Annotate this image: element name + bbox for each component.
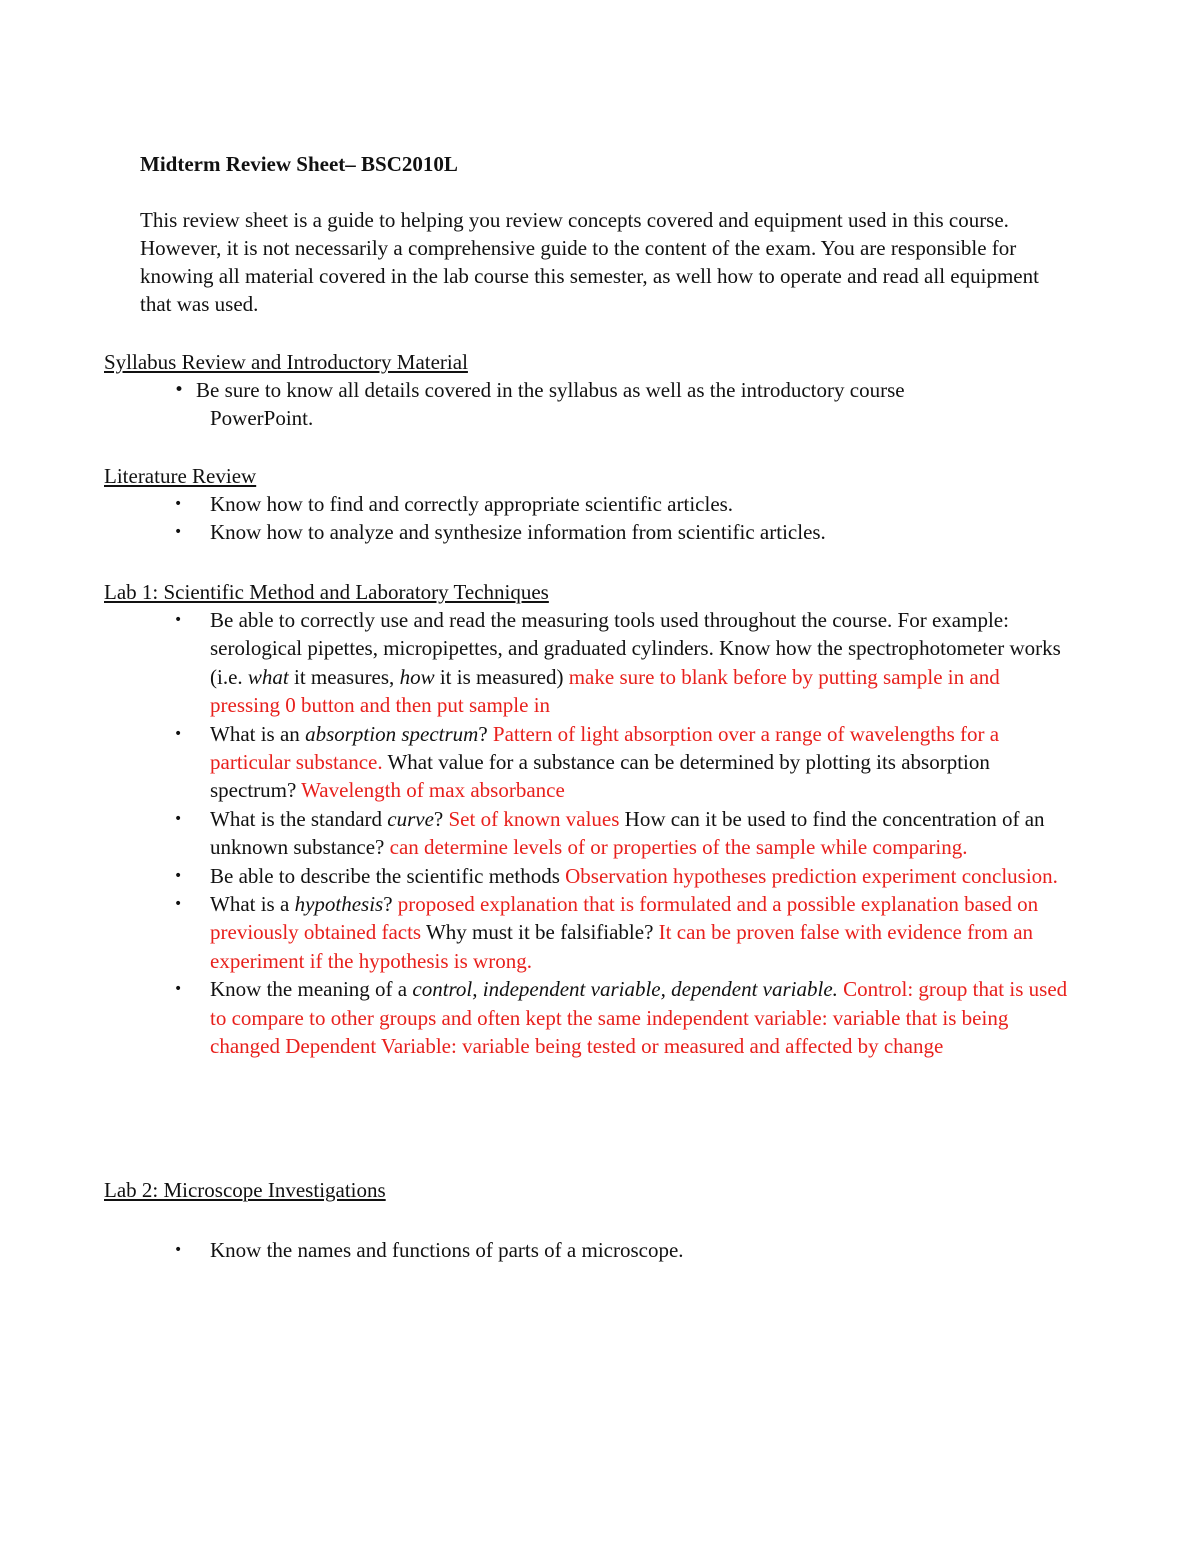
bullet-list-lab2	[104, 1236, 1074, 1264]
emphasis-text: curve	[387, 806, 434, 831]
emphasis-text: absorption spectrum	[305, 721, 479, 746]
list-item-text: ?	[433, 806, 449, 831]
list-item-text: ?	[478, 721, 493, 746]
bullet-icon: •	[174, 725, 183, 742]
list-item	[104, 490, 1074, 518]
list-item-text: Know how to analyze and synthesize information from scientific articles.	[210, 520, 826, 545]
list-item-text: it measures,	[288, 664, 400, 689]
answer-text: Observation hypotheses prediction experiment conclusion.	[565, 863, 1058, 888]
bullet-list-literature	[104, 490, 1074, 547]
list-item	[104, 890, 1074, 975]
answer-text: Pattern of light absorption over a range of wavelengths for a particular substance.	[210, 721, 1000, 775]
answer-text: Control: group that is used to compare to other groups and often kept the same independent variable: variable that is being changed Dependent Variable: variable being tested or measured and affected by change	[210, 977, 1068, 1059]
section-lab1	[104, 578, 1074, 1061]
bullet-icon: •	[174, 867, 183, 884]
section-syllabus	[104, 348, 1074, 433]
list-item	[104, 518, 1074, 546]
answer-text: can determine levels of or properties of the sample while comparing.	[389, 835, 968, 860]
answer-text: Wavelength of max absorbance	[301, 778, 565, 803]
list-item-text: Be able to describe the scientific methods	[210, 863, 566, 888]
emphasis-text: hypothesis	[294, 892, 384, 917]
list-item	[104, 606, 1074, 720]
list-item	[104, 975, 1074, 1060]
bullet-list-lab1	[104, 606, 1074, 1061]
emphasis-text: what	[247, 664, 289, 689]
section-heading-lab1: Lab 1: Scientific Method and Laboratory Techniques	[104, 580, 549, 604]
bullet-icon: •	[174, 981, 183, 998]
section-heading-syllabus: Syllabus Review and Introductory Material	[104, 350, 468, 374]
bullet-icon: •	[174, 612, 183, 628]
section-heading-literature: Literature Review	[104, 464, 257, 488]
answer-text: proposed explanation that is formulated and a possible explanation based on previously obtained facts	[210, 892, 1039, 945]
list-item-text: Be able to correctly use and read the measuring tools used throughout the course. For example: serological pipettes, micropipettes, and graduated cylinders. Know how the spectrophotometer works (i.e.	[210, 608, 1061, 689]
bullet-list-syllabus	[104, 376, 1074, 433]
list-item-text: How can it be used to find the concentration of an unknown substance?	[210, 806, 1045, 860]
list-item-text: Know the names and functions of parts of a microscope.	[210, 1238, 684, 1262]
list-item	[104, 376, 1074, 433]
list-item-text: it is measured)	[434, 664, 569, 689]
list-item	[104, 720, 1074, 805]
list-item-text: Know the meaning of a	[210, 977, 413, 1002]
list-item	[104, 1236, 1074, 1264]
bullet-icon: •	[174, 524, 183, 541]
list-item	[104, 805, 1074, 862]
list-item-text: Know how to find and correctly appropriate scientific articles.	[210, 492, 734, 516]
section-heading-lab2: Lab 2: Microscope Investigations	[104, 1178, 386, 1202]
list-item-text: What is the standard	[210, 806, 388, 831]
list-item-text-continued: PowerPoint.	[210, 406, 314, 431]
list-item	[104, 862, 1074, 890]
list-item-text: What is an	[210, 721, 306, 746]
section-lab2	[104, 1176, 1074, 1264]
section-literature	[104, 462, 1074, 547]
list-item-text: What value for a substance can be determined by plotting its absorption spectrum?	[210, 750, 990, 803]
bullet-icon: •	[174, 810, 183, 827]
intro-paragraph: This review sheet is a guide to helping you review concepts covered and equipment used in this course. However, it is not necessarily a comprehensive guide to the content of the exam. You are responsible for knowing all material covered in the lab course this semester, as well how to operate and read all equipment that was used.	[140, 208, 1039, 316]
list-item-text: Be sure to know all details covered in the syllabus as well as the introductory course	[196, 378, 905, 402]
answer-text: It can be proven false with evidence from an experiment if the hypothesis is wrong.	[210, 920, 1034, 973]
bullet-icon: •	[174, 1242, 183, 1258]
emphasis-text: control, independent variable, dependent variable.	[412, 977, 838, 1002]
emphasis-text: how	[399, 664, 435, 689]
bullet-icon: •	[174, 496, 183, 512]
answer-text: make sure to blank before by putting sample in and pressing 0 button and then put sample in	[210, 664, 1000, 718]
list-item-text: What is a	[210, 892, 295, 917]
list-item-text: ?	[383, 892, 398, 917]
page-title: Midterm Review Sheet– BSC2010L	[140, 152, 458, 176]
list-item-text: Why must it be falsifiable?	[421, 920, 659, 945]
bullet-icon: •	[174, 896, 183, 913]
bullet-icon: •	[174, 380, 185, 400]
answer-text: Set of known values	[448, 806, 620, 831]
